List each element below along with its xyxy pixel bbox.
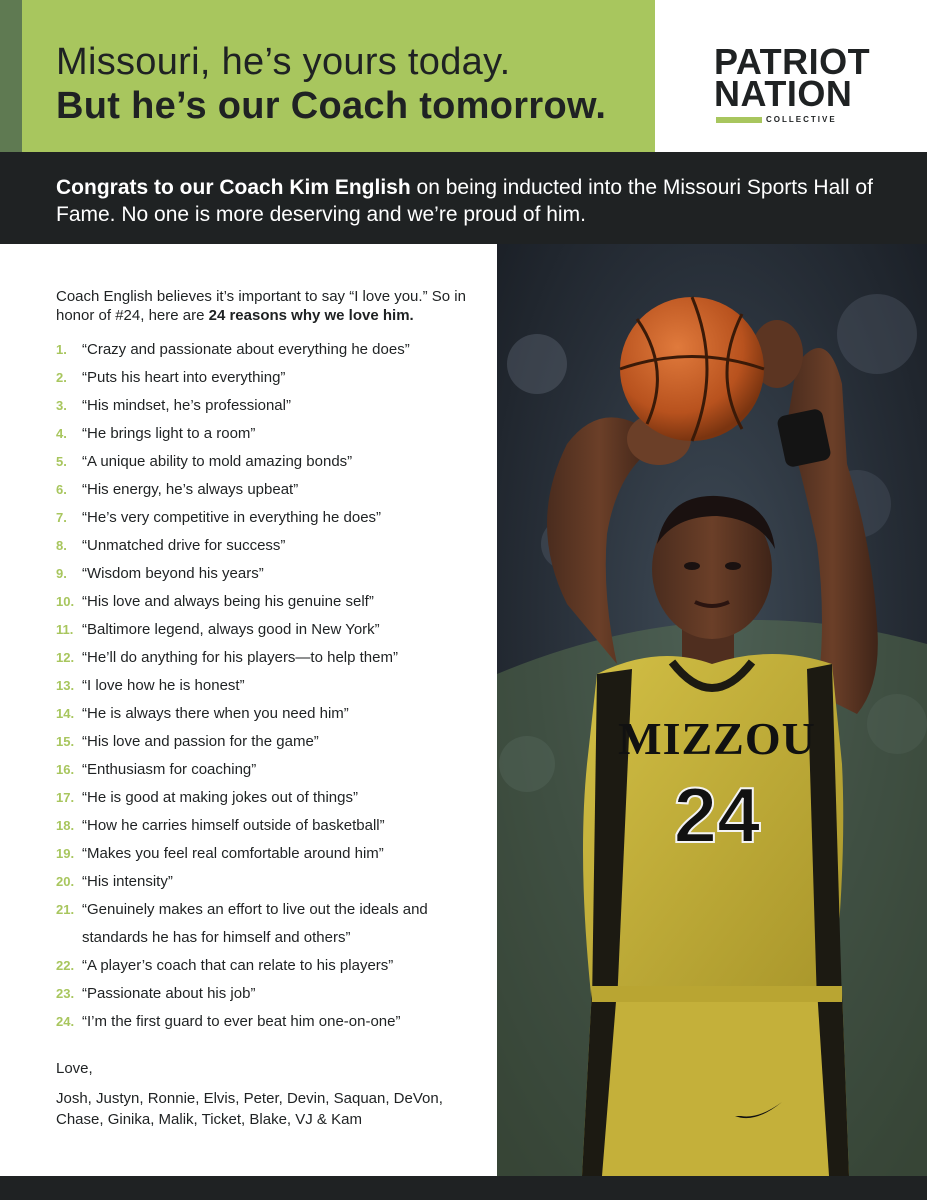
reason-number: 1. [56, 342, 67, 357]
reason-item [56, 560, 476, 588]
reason-item [56, 392, 476, 420]
reason-number: 13. [56, 678, 75, 693]
reason-number: 18. [56, 818, 75, 833]
reason-text: “He’s very competitive in everything he does” [82, 509, 382, 526]
reason-text: “Enthusiasm for coaching” [82, 761, 257, 778]
reason-text: “His intensity” [82, 873, 173, 890]
reason-item [56, 336, 476, 364]
reason-number: 2. [56, 370, 67, 385]
reason-item [56, 672, 476, 700]
basketball [620, 297, 764, 441]
reason-text: “Crazy and passionate about everything he does” [82, 341, 410, 358]
reason-item [56, 364, 476, 392]
reason-item [56, 616, 476, 644]
header [0, 0, 927, 152]
reason-item [56, 700, 476, 728]
logo-green-bar [716, 117, 762, 123]
reason-text: “How he carries himself outside of basketball” [82, 817, 385, 834]
reason-item [56, 532, 476, 560]
reason-number: 19. [56, 846, 75, 861]
reason-item [56, 980, 476, 1008]
banner-rest: on being inducted into the Missouri Sports Hall of Fame. No one is more deserving and we’re proud of him. [56, 176, 873, 226]
banner-text [56, 174, 876, 228]
reason-text: “Unmatched drive for success” [82, 537, 286, 554]
reason-item [56, 420, 476, 448]
reason-text: “Wisdom beyond his years” [82, 565, 264, 582]
patriot-nation-logo [714, 41, 874, 126]
logo-word-collective: COLLECTIVE [766, 115, 837, 124]
reason-number: 12. [56, 650, 75, 665]
reason-number: 23. [56, 986, 75, 1001]
intro-bold: 24 reasons why we love him. [208, 306, 414, 324]
letter-content [56, 288, 476, 1130]
player-illustration [497, 244, 927, 1176]
reason-item [56, 476, 476, 504]
player-photo [497, 244, 927, 1176]
reason-number: 11. [56, 622, 74, 637]
reason-text: “His mindset, he’s professional” [82, 397, 291, 414]
footer-bar [0, 1176, 927, 1200]
banner-bold: Congrats to our Coach Kim English [56, 176, 411, 199]
reason-text: “A player’s coach that can relate to his players” [82, 957, 394, 974]
reason-text: “I love how he is honest” [82, 677, 245, 694]
reason-text: “His love and always being his genuine self” [82, 593, 374, 610]
shorts [582, 989, 849, 1176]
reason-text: “Passionate about his job” [82, 985, 256, 1002]
reason-item [56, 896, 476, 952]
reason-text: “He brings light to a room” [82, 425, 256, 442]
reason-number: 15. [56, 734, 75, 749]
reason-number: 8. [56, 538, 67, 553]
reason-number: 14. [56, 706, 75, 721]
reason-item [56, 728, 476, 756]
reason-number: 21. [56, 902, 75, 917]
reason-item [56, 868, 476, 896]
reason-text: “He is good at making jokes out of things” [82, 789, 358, 806]
congrats-banner [0, 152, 927, 244]
reason-text: “He is always there when you need him” [82, 705, 349, 722]
reason-number: 22. [56, 958, 75, 973]
logo-bottom-row [714, 114, 874, 126]
logo-word-patriot: PATRIOT [714, 41, 871, 82]
signoff-names: Josh, Justyn, Ronnie, Elvis, Peter, Devin, Saquan, DeVon, Chase, Ginika, Malik, Ticket, Blake, VJ & Kam [56, 1090, 443, 1128]
reason-item [56, 1008, 476, 1036]
reason-item [56, 756, 476, 784]
reason-text: “He’ll do anything for his players—to help them” [82, 649, 398, 666]
reason-number: 7. [56, 510, 67, 525]
jersey-number: 24 [673, 771, 761, 859]
reason-text: “Genuinely makes an effort to live out the ideals and standards he has for himself and others” [82, 901, 428, 946]
reason-text: “Puts his heart into everything” [82, 369, 286, 386]
reason-item [56, 504, 476, 532]
logo-word-nation: NATION [714, 73, 853, 114]
jersey-text: MIZZOU [618, 713, 816, 764]
reason-number: 10. [56, 594, 75, 609]
intro-paragraph [56, 288, 476, 325]
reason-number: 20. [56, 874, 75, 889]
reason-item [56, 952, 476, 980]
reasons-list [56, 336, 476, 1036]
reason-text: “I’m the first guard to ever beat him one-on-one” [82, 1013, 401, 1030]
reason-item [56, 448, 476, 476]
headline [56, 40, 646, 128]
reason-number: 16. [56, 762, 75, 777]
reason-text: “Makes you feel real comfortable around him” [82, 845, 384, 862]
reason-item [56, 812, 476, 840]
header-stripe [0, 0, 22, 152]
reason-item [56, 784, 476, 812]
reason-number: 4. [56, 426, 67, 441]
reason-number: 24. [56, 1014, 75, 1029]
reason-number: 9. [56, 566, 67, 581]
reason-text: “His love and passion for the game” [82, 733, 319, 750]
intro-text: Coach English believes it’s important to say “I love you.” So in honor of #24, here are [56, 288, 466, 324]
reason-item [56, 644, 476, 672]
reason-item [56, 588, 476, 616]
reason-text: “His energy, he’s always upbeat” [82, 481, 299, 498]
headline-line-2: But he’s our Coach tomorrow. [56, 85, 607, 127]
reason-number: 6. [56, 482, 67, 497]
reason-number: 3. [56, 398, 67, 413]
reason-text: “Baltimore legend, always good in New York” [82, 621, 380, 638]
signoff-love: Love, [56, 1060, 93, 1077]
reason-number: 17. [56, 790, 75, 805]
reason-number: 5. [56, 454, 67, 469]
reason-text: “A unique ability to mold amazing bonds” [82, 453, 353, 470]
headline-line-1: Missouri, he’s yours today. [56, 41, 511, 83]
reason-item [56, 840, 476, 868]
